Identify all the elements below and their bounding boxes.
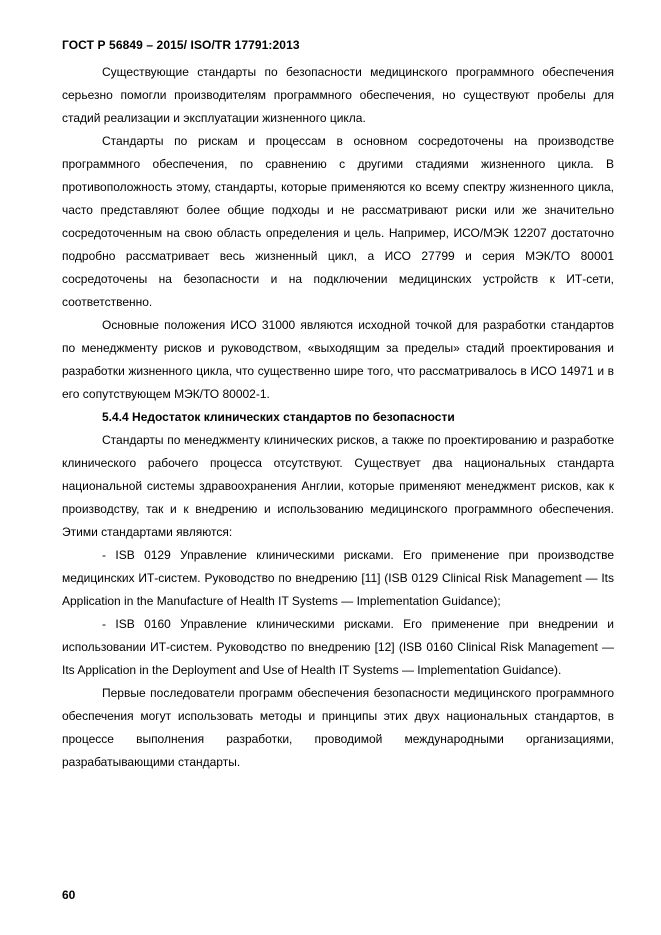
paragraph-iso-31000: Основные положения ИСО 31000 являются исходной точкой для разработки стандартов по менеджменту рисков и руководством, «выходящим за пределы» стадий проектирования и разработки жизненного цикла, что существенно шире того, что рассматривалось в ИСО 14971 и в его сопутствующем МЭК/ТО 80002-1. (62, 318, 614, 401)
list-item-isb-0160: - ISB 0160 Управление клиническими рисками. Его применение при внедрении и использовании ИТ-систем. Руководство по внедрению [12] (ISB 0160 Clinical Risk Management — Its Application in the Deployment and Use of Health IT Systems — Implementation Guidance). (62, 617, 614, 677)
paragraph-existing-standards: Существующие стандарты по безопасности медицинского программного обеспечения серьезно помогли производителям программного обеспечения, но существуют пробелы для стадий реализации и эксплуатации жизненного цикла. (62, 65, 614, 125)
page-number: 60 (62, 888, 76, 902)
list-item-isb-0129: - ISB 0129 Управление клиническими рисками. Его применение при производстве медицинских ИТ-систем. Руководство по внедрению [11] (ISB 0129 Clinical Risk Management — Its Application in the Manufacture of Health IT Systems — Implementation Guidance); (62, 548, 614, 608)
section-heading: 5.4.4 Недостаток клинических стандартов по безопасности (102, 410, 455, 424)
paragraph-clinical-standards: Стандарты по менеджменту клинических рисков, а также по проектированию и разработке клинического рабочего процесса отсутствуют. Существует два национальных стандарта национальной системы здравоохранения Англии, которые применяют менеджмент рисков, как к производству, так и к внедрению и использованию медицинского программного обеспечения. Этими стандартами являются: (62, 433, 614, 539)
document-body (62, 61, 614, 774)
paragraph-risk-standards: Стандарты по рискам и процессам в основном сосредоточены на производстве программного обеспечения, по сравнению с другими стадиями жизненного цикла. В противоположность этому, стандарты, которые применяются ко всему спектру жизненного цикла, часто представляют более общие подходы и не рассматривают риски или же значительно сосредоточенным на свою область определения и цель. Например, ИСО/МЭК 12207 достаточно подробно рассматривает весь жизненный цикл, а ИСО 27799 и серия МЭК/ТО 80001 сосредоточены на безопасности и на подключении медицинских устройств к ИТ-сети, соответственно. (62, 134, 614, 309)
document-header: ГОСТ Р 56849 – 2015/ ISO/TR 17791:2013 (62, 38, 300, 52)
paragraph-early-adopters: Первые последователи программ обеспечения безопасности медицинского программного обеспечения могут использовать методы и принципы этих двух национальных стандартов, в процессе выполнения разработки, проводимой международными организациями, разрабатывающими стандарты. (62, 686, 614, 769)
